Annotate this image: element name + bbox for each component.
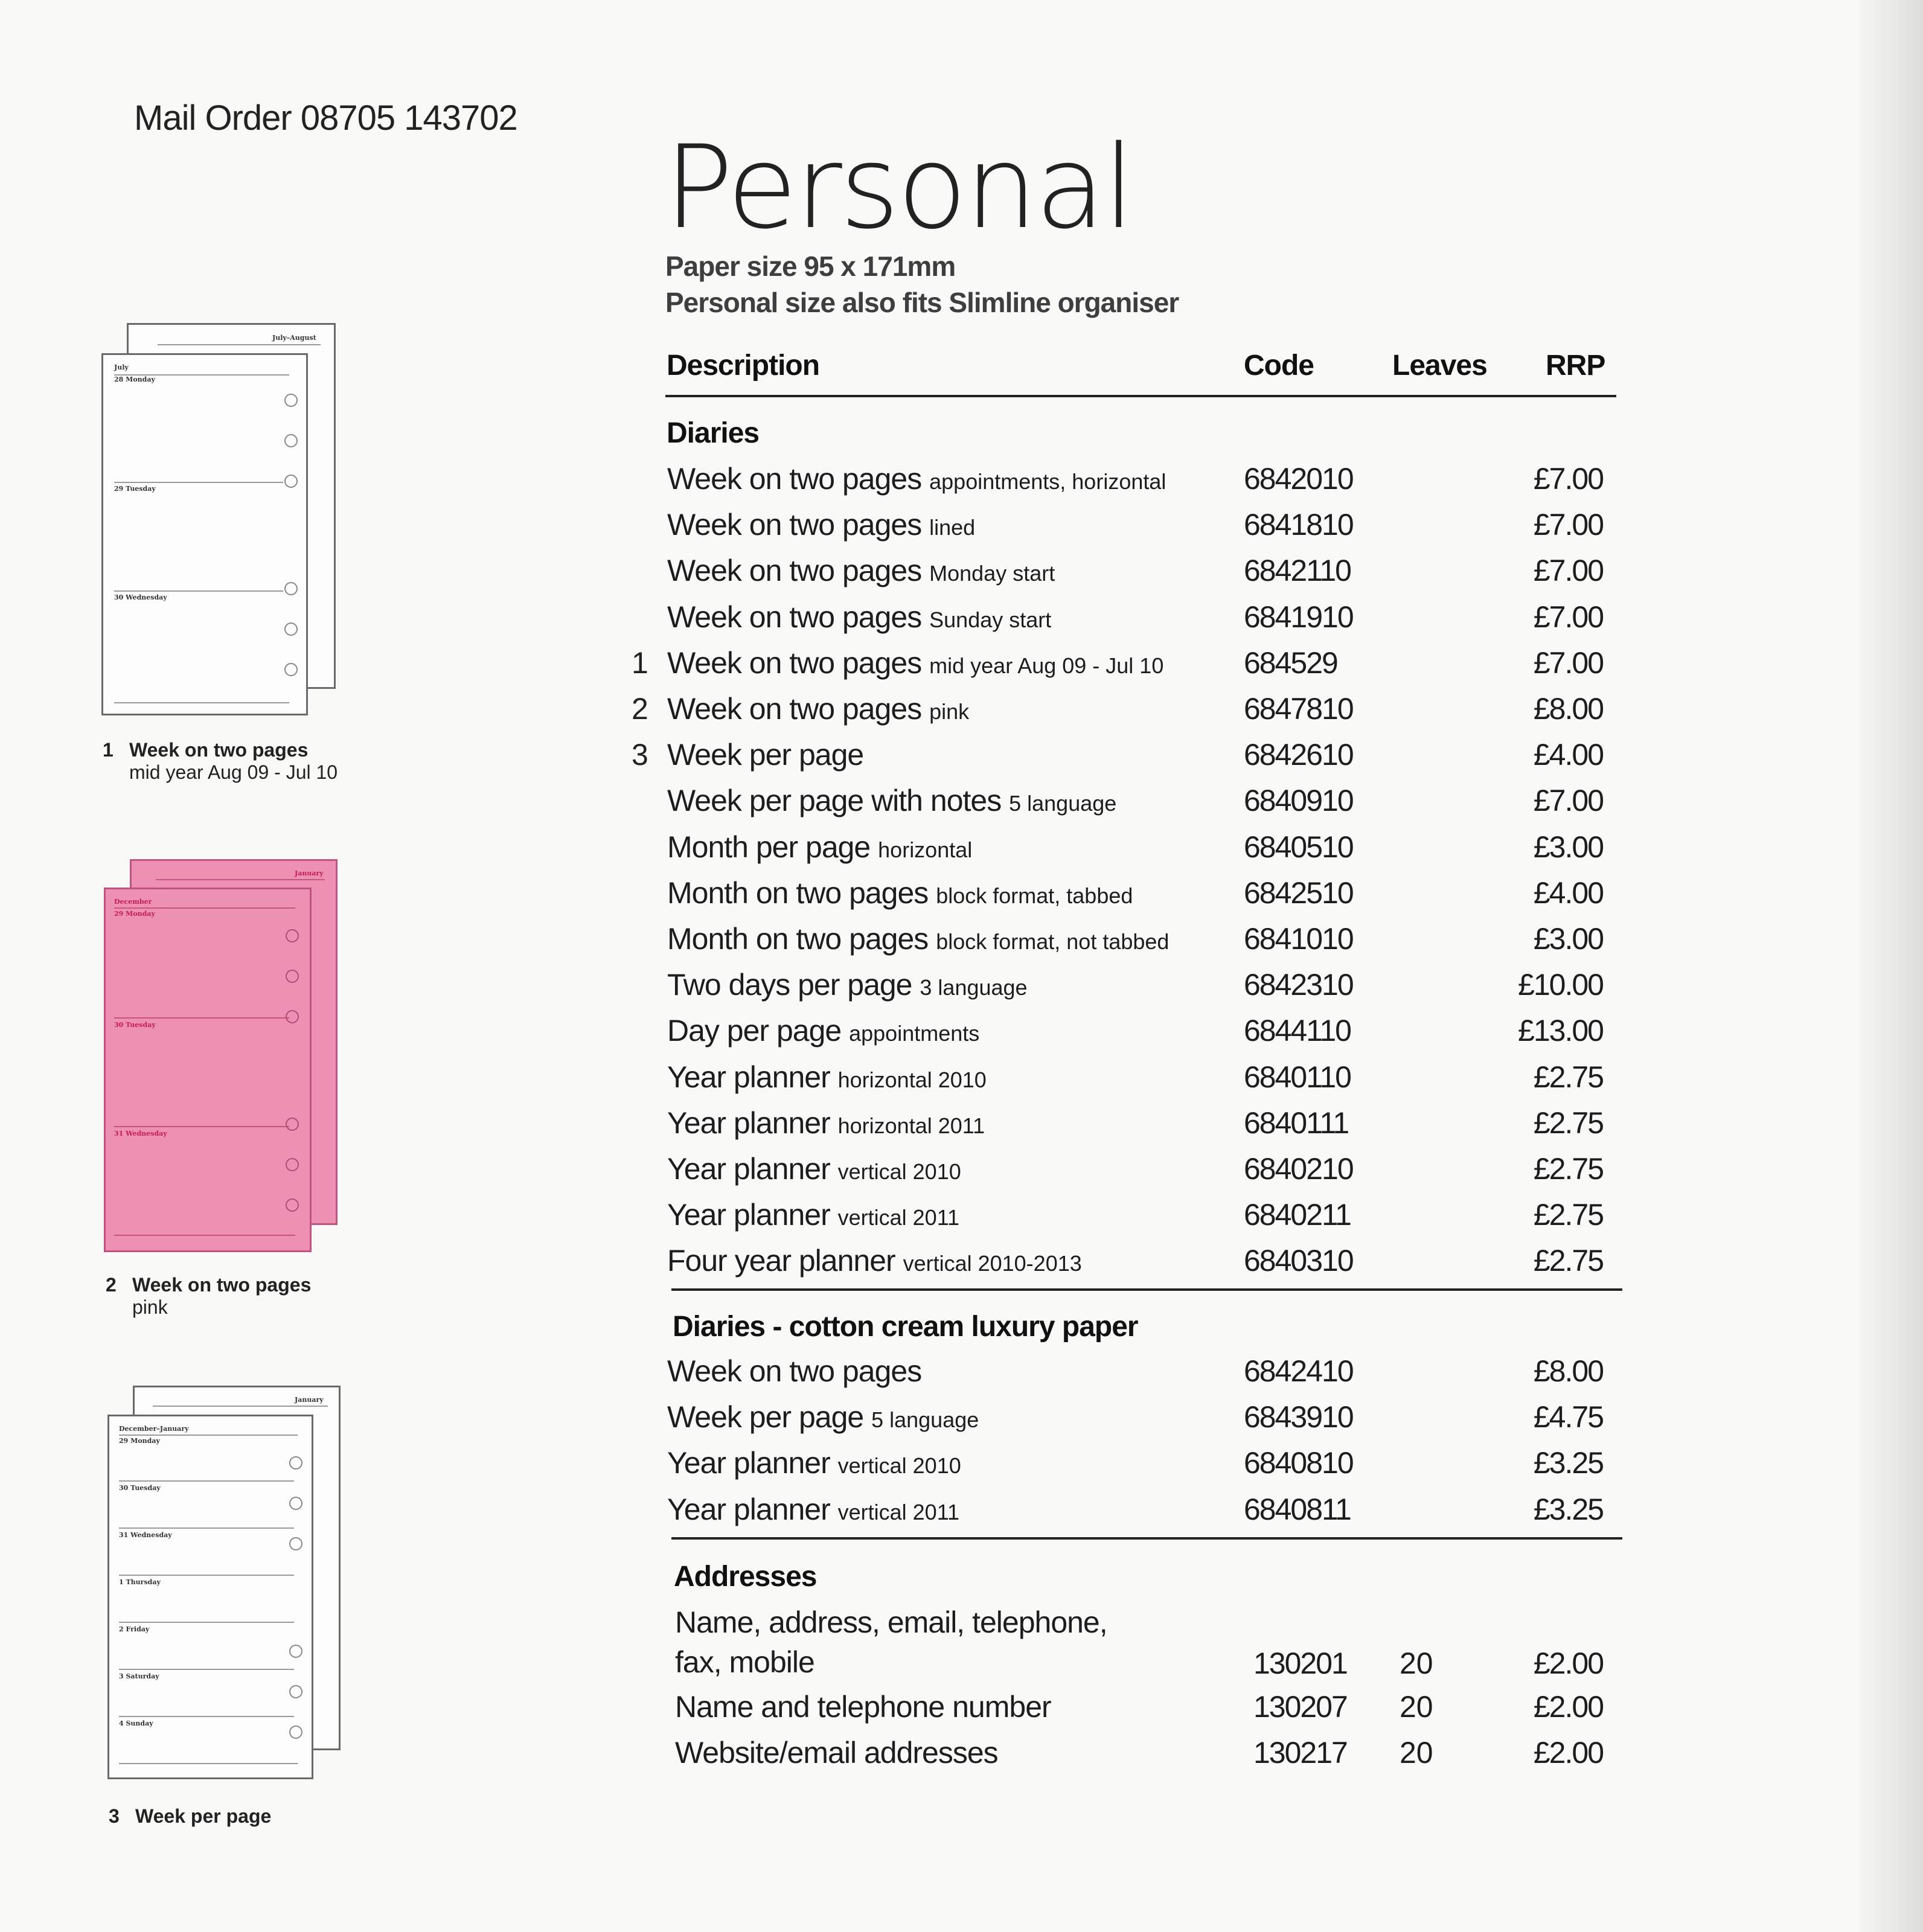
item-name: Week on two pages	[667, 692, 922, 726]
caption-title: Week on two pages	[129, 739, 309, 761]
item-code: 6840111	[1244, 1105, 1349, 1140]
day-label: 30 Tuesday	[119, 1484, 161, 1492]
item-code: 6842610	[1244, 738, 1353, 772]
punch-hole-icon	[286, 1158, 299, 1171]
item-code: 6842110	[1244, 554, 1351, 588]
item-price: £13.00	[1518, 1014, 1603, 1048]
item-price: £4.00	[1533, 875, 1603, 910]
item-note: horizontal	[878, 837, 973, 862]
item-code: 6840211	[1244, 1198, 1351, 1232]
item-name: Week per page with notes	[667, 784, 1002, 818]
item-code: 6840910	[1244, 784, 1353, 818]
item-code: 684529	[1244, 645, 1337, 680]
item-name: Name and telephone number	[675, 1690, 1051, 1724]
item-code: 130207	[1253, 1690, 1347, 1724]
header-rule	[665, 395, 1616, 397]
header-leaves: Leaves	[1392, 350, 1487, 382]
rule-line	[114, 1126, 289, 1127]
item-note: horizontal 2011	[837, 1113, 985, 1138]
item-code: 6843910	[1244, 1400, 1353, 1435]
front-sheet	[104, 888, 312, 1252]
header-description: Description	[667, 350, 820, 382]
day-label: 2 Friday	[119, 1625, 150, 1633]
item-code: 6841010	[1244, 922, 1353, 956]
punch-hole-icon	[284, 582, 298, 595]
item-name: Website/email addresses	[675, 1736, 998, 1770]
item-name: Year planner	[667, 1060, 830, 1094]
item-price: £7.00	[1533, 508, 1603, 542]
item-note: 5 language	[871, 1407, 979, 1433]
day-label: 29 Monday	[114, 910, 155, 918]
day-label: 28 Monday	[114, 376, 155, 383]
month-label: July	[114, 363, 129, 371]
rule-line	[156, 879, 325, 880]
day-label: 29 Tuesday	[114, 485, 156, 493]
item-note: lined	[929, 515, 976, 540]
table-row	[0, 783, 1630, 829]
punch-hole-icon	[286, 970, 299, 983]
item-price: £2.75	[1533, 1105, 1603, 1140]
item-description	[667, 1151, 961, 1186]
item-description	[667, 1105, 985, 1140]
rule-line	[119, 1622, 294, 1623]
item-code: 6840310	[1244, 1244, 1353, 1278]
rule-line	[119, 1480, 294, 1482]
item-name: Month per page	[667, 830, 871, 864]
punch-hole-icon	[286, 1010, 299, 1023]
item-note: 3 language	[920, 975, 1028, 1000]
item-note: vertical 2011	[837, 1499, 960, 1524]
item-price: £2.00	[1533, 1646, 1603, 1680]
day-label: 29 Monday	[119, 1437, 160, 1445]
item-code: 6847810	[1244, 692, 1353, 726]
rule-line	[114, 482, 283, 483]
item-name: Year planner	[667, 1492, 830, 1526]
item-code: 6841910	[1244, 600, 1353, 634]
punch-hole-icon	[284, 475, 298, 488]
caption-2	[106, 1274, 311, 1319]
rule-line	[114, 907, 295, 909]
item-price: £2.75	[1533, 1060, 1603, 1094]
item-description	[667, 600, 1051, 635]
item-note: block format, not tabbed	[936, 929, 1169, 954]
item-code: 6842410	[1244, 1354, 1353, 1388]
caption-title: Week per page	[135, 1805, 272, 1827]
rule-line	[114, 1017, 289, 1019]
month-label: December	[114, 898, 152, 906]
item-note: vertical 2010	[837, 1159, 961, 1184]
item-price: £2.75	[1533, 1152, 1603, 1186]
item-price: £2.00	[1533, 1690, 1603, 1724]
item-description	[667, 921, 1169, 956]
item-name: Month on two pages	[667, 875, 929, 910]
item-price: £2.75	[1533, 1244, 1603, 1278]
item-price: £3.00	[1533, 922, 1603, 956]
rule-line	[119, 1669, 294, 1670]
month-label: January	[295, 1396, 324, 1404]
caption-number: 1	[103, 739, 114, 761]
header-rrp: RRP	[1546, 350, 1605, 382]
diaries-rule	[671, 1288, 1622, 1291]
punch-hole-icon	[289, 1537, 302, 1550]
item-price: £3.00	[1533, 830, 1603, 864]
rule-line	[119, 1716, 294, 1717]
item-note: vertical 2011	[837, 1205, 960, 1230]
item-note: Monday start	[929, 561, 1055, 586]
item-code: 130201	[1253, 1646, 1347, 1680]
page-title: Personal	[664, 121, 1133, 254]
item-price: £4.75	[1533, 1400, 1603, 1435]
item-note: Sunday start	[929, 607, 1052, 632]
punch-hole-icon	[284, 434, 298, 447]
item-price: £2.00	[1533, 1736, 1603, 1770]
punch-hole-icon	[289, 1456, 302, 1470]
rule-line	[119, 1575, 294, 1576]
item-note: vertical 2010-2013	[903, 1251, 1082, 1276]
item-price: £8.00	[1533, 1354, 1603, 1388]
day-label: 1 Thursday	[119, 1578, 161, 1586]
item-note: block format, tabbed	[936, 883, 1133, 908]
item-name: Year planner	[667, 1198, 830, 1232]
item-description	[667, 691, 969, 726]
item-price: £2.75	[1533, 1198, 1603, 1232]
item-note: horizontal 2010	[837, 1067, 987, 1092]
caption-title: Week on two pages	[132, 1274, 312, 1296]
item-note: pink	[929, 699, 970, 724]
caption-number: 2	[106, 1274, 117, 1296]
item-description	[667, 507, 975, 542]
item-price: £4.00	[1533, 738, 1603, 772]
punch-hole-icon	[284, 663, 298, 676]
rule-line	[114, 1235, 295, 1236]
item-description	[667, 1492, 959, 1527]
item-description	[667, 967, 1028, 1002]
item-number: 1	[632, 645, 648, 680]
item-description	[667, 1197, 959, 1232]
item-name: Four year planner	[667, 1244, 895, 1278]
item-code: 6842310	[1244, 968, 1353, 1002]
item-note: mid year Aug 09 - Jul 10	[929, 653, 1164, 678]
punch-hole-icon	[286, 1118, 299, 1131]
rule-line	[153, 1406, 328, 1407]
punch-hole-icon	[284, 394, 298, 407]
item-code: 6841810	[1244, 508, 1353, 542]
rule-line	[114, 590, 283, 592]
item-description	[667, 1060, 987, 1095]
paper-size-note: Paper size 95 x 171mm	[665, 251, 956, 282]
item-price: £7.00	[1533, 462, 1603, 496]
caption-subtitle: mid year Aug 09 - Jul 10	[129, 761, 338, 783]
item-code: 6840210	[1244, 1152, 1353, 1186]
day-label: 30 Wednesday	[114, 593, 167, 601]
item-code: 6840810	[1244, 1446, 1353, 1480]
item-description	[667, 783, 1116, 818]
item-code: 6844110	[1244, 1014, 1351, 1048]
item-code: 6842010	[1244, 462, 1353, 496]
item-name: Week on two pages	[667, 462, 922, 496]
month-label: January	[295, 869, 324, 877]
item-description	[667, 1399, 979, 1435]
day-label: 4 Sunday	[119, 1719, 153, 1727]
caption-subtitle: pink	[132, 1296, 168, 1318]
item-price: £7.00	[1533, 600, 1603, 634]
rule-line	[119, 1763, 298, 1764]
page-edge-shadow	[1860, 0, 1923, 1932]
item-name: Week on two pages	[667, 600, 922, 634]
item-description	[667, 645, 1163, 680]
item-price: £3.25	[1533, 1492, 1603, 1526]
cotton-rule	[671, 1537, 1622, 1540]
item-note: 5 language	[1009, 791, 1117, 816]
section-diaries: Diaries	[667, 417, 760, 449]
item-code: 130217	[1253, 1736, 1347, 1770]
item-name: Day per page	[667, 1014, 842, 1048]
item-price: £7.00	[1533, 784, 1603, 818]
caption-1	[103, 739, 338, 784]
item-name: Name, address, email, telephone,	[675, 1605, 1107, 1639]
item-number: 2	[632, 692, 648, 726]
rule-line	[119, 1435, 298, 1436]
item-description	[667, 875, 1133, 910]
item-price: £10.00	[1518, 968, 1603, 1002]
caption-3	[109, 1805, 271, 1828]
section-addresses: Addresses	[674, 1561, 817, 1593]
front-sheet	[107, 1415, 313, 1779]
item-price: £7.00	[1533, 645, 1603, 680]
item-description	[667, 461, 1166, 496]
item-code: 6840510	[1244, 830, 1353, 864]
item-price: £3.25	[1533, 1446, 1603, 1480]
item-name: Two days per page	[667, 968, 912, 1002]
item-description	[667, 553, 1055, 588]
caption-number: 3	[109, 1805, 120, 1827]
slimline-note: Personal size also fits Slimline organiser	[665, 287, 1179, 318]
item-code: 6840110	[1244, 1060, 1351, 1094]
item-name-continued: fax, mobile	[675, 1645, 814, 1679]
punch-hole-icon	[289, 1685, 302, 1698]
item-price: £7.00	[1533, 554, 1603, 588]
rule-line	[158, 344, 321, 345]
item-leaves: 20	[1400, 1690, 1433, 1724]
item-name: Year planner	[667, 1152, 830, 1186]
day-label: 31 Wednesday	[119, 1531, 172, 1539]
month-label: July–August	[272, 334, 316, 342]
month-label: December–January	[119, 1425, 189, 1433]
item-leaves: 20	[1400, 1736, 1433, 1770]
front-sheet	[101, 353, 308, 715]
item-name: Week on two pages	[667, 645, 922, 680]
item-description	[667, 1243, 1082, 1278]
day-label: 3 Saturday	[119, 1672, 159, 1680]
punch-hole-icon	[284, 622, 298, 636]
item-number: 3	[632, 738, 648, 772]
section-cotton-cream: Diaries - cotton cream luxury paper	[673, 1311, 1138, 1343]
item-name: Week on two pages	[667, 508, 922, 542]
item-leaves: 20	[1400, 1646, 1433, 1680]
item-note: appointments, horizontal	[929, 469, 1166, 494]
item-price: £8.00	[1533, 692, 1603, 726]
mail-order-number: Mail Order 08705 143702	[134, 98, 517, 138]
rule-line	[114, 702, 289, 703]
item-name: Year planner	[667, 1105, 830, 1140]
punch-hole-icon	[289, 1726, 302, 1739]
item-code: 6842510	[1244, 875, 1353, 910]
item-name: Week per page	[667, 738, 864, 772]
punch-hole-icon	[286, 1198, 299, 1212]
item-description	[667, 1354, 921, 1389]
item-name: Week on two pages	[667, 1354, 922, 1388]
item-name: Week per page	[667, 1400, 864, 1435]
punch-hole-icon	[289, 1645, 302, 1658]
punch-hole-icon	[286, 929, 299, 942]
item-description	[667, 830, 972, 865]
day-label: 31 Wednesday	[114, 1130, 167, 1137]
header-code: Code	[1244, 350, 1314, 382]
item-description	[667, 737, 863, 772]
item-description	[667, 1445, 961, 1480]
item-code: 6840811	[1244, 1492, 1351, 1526]
item-name: Year planner	[667, 1446, 830, 1480]
item-note: appointments	[849, 1021, 980, 1046]
item-note: vertical 2010	[837, 1453, 961, 1479]
item-description	[667, 1013, 979, 1048]
punch-hole-icon	[289, 1497, 302, 1510]
day-label: 30 Tuesday	[114, 1021, 156, 1029]
item-name: Week on two pages	[667, 554, 922, 588]
rule-line	[119, 1527, 294, 1529]
item-name: Month on two pages	[667, 922, 929, 956]
